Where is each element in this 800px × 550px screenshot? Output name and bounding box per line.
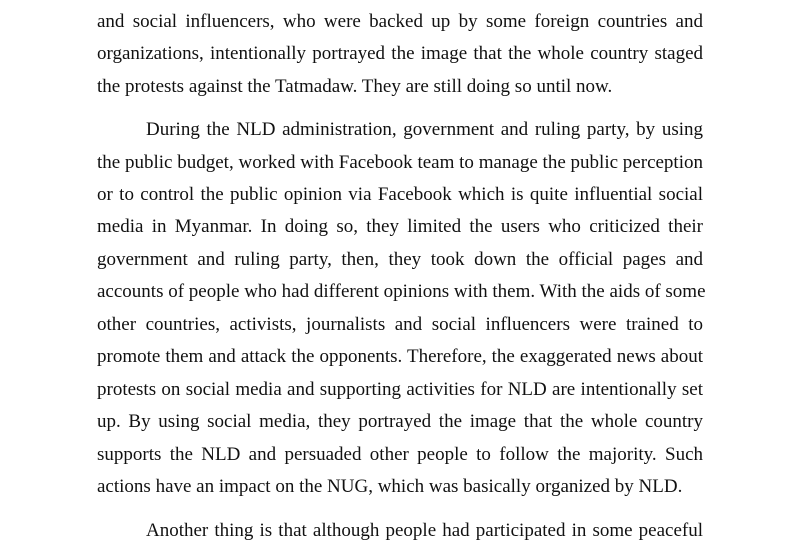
paragraph-1-line-3: the protests against the Tatmadaw. They are still doing so until now. [97, 76, 613, 97]
paragraph-1-line-2: organizations, intentionally portrayed the image that the whole country staged [97, 43, 703, 64]
paragraph-2-line-10: up. By using social media, they portrayed the image that the whole country [97, 411, 703, 432]
paragraph-2-line-12: actions have an impact on the NUG, which was basically organized by NLD. [97, 476, 683, 497]
paragraph-2-line-7: other countries, activists, journalists and social influencers were trained to [97, 314, 703, 335]
paragraph-2-line-5: government and ruling party, then, they took down the official pages and [97, 249, 703, 270]
paragraph-2-line-6: accounts of people who had different opinions with them. With the aids of some [97, 281, 706, 302]
paragraph-2-line-8: promote them and attack the opponents. Therefore, the exaggerated news about [97, 346, 703, 367]
paragraph-2-line-1: During the NLD administration, government and ruling party, by using [146, 119, 703, 140]
paragraph-2-line-9: protests on social media and supporting activities for NLD are intentionally set [97, 379, 703, 400]
paragraph-2-line-3: or to control the public opinion via Facebook which is quite influential social [97, 184, 703, 205]
paragraph-2-line-2: the public budget, worked with Facebook team to manage the public perception [97, 152, 703, 173]
paragraph-2-line-4: media in Myanmar. In doing so, they limited the users who criticized their [97, 216, 703, 237]
paragraph-1-line-1: and social influencers, who were backed up by some foreign countries and [97, 11, 703, 32]
paragraph-3-line-1: Another thing is that although people had participated in some peaceful [146, 520, 703, 541]
paragraph-2-line-11: supports the NLD and persuaded other people to follow the majority. Such [97, 444, 703, 465]
